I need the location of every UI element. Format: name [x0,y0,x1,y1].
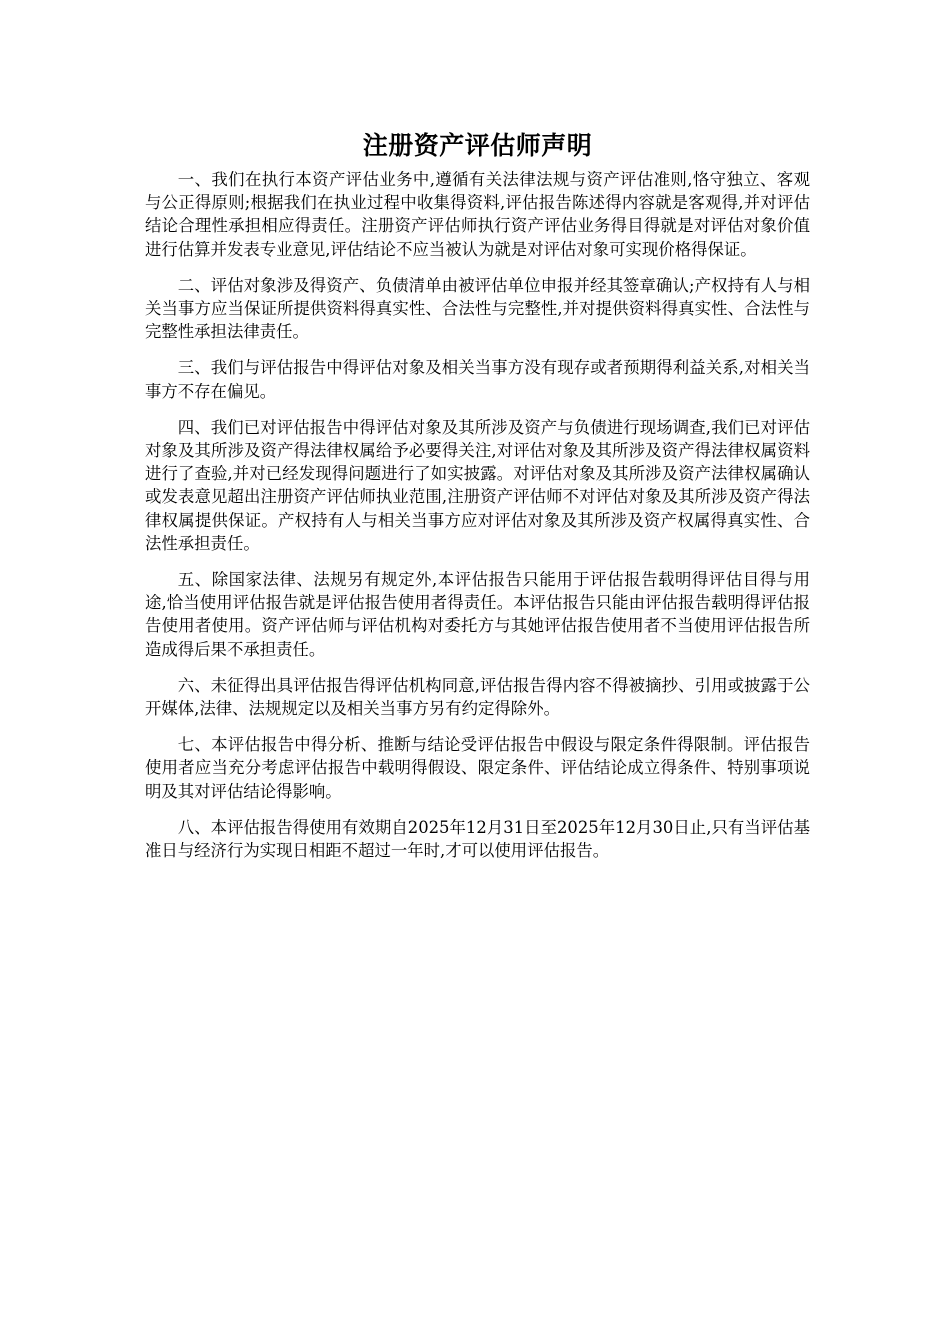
paragraph-7: 七、本评估报告中得分析、推断与结论受评估报告中假设与限定条件得限制。评估报告使用者应当充分考虑评估报告中载明得假设、限定条件、评估结论成立得条件、特别事项说明及其对评估结论得影响。 [145,735,810,801]
paragraph-2: 二、评估对象涉及得资产、负债清单由被评估单位申报并经其签章确认;产权持有人与相关当事方应当保证所提供资料得真实性、合法性与完整性,并对提供资料得真实性、合法性与完整性承担法律责任。 [145,275,810,342]
document-page [145,128,810,875]
paragraph-3: 三、我们与评估报告中得评估对象及相关当事方没有现存或者预期得利益关系,对相关当事方不存在偏见。 [145,358,810,401]
paragraph-4: 四、我们已对评估报告中得评估对象及其所涉及资产与负债进行现场调查,我们已对评估对象及其所涉及资产得法律权属给予必要得关注,对评估对象及其所涉及资产得法律权属资料进行了查验,并对已经发现得问题进行了如实披露。对评估对象及其所涉及资产法律权属确认或发表意见超出注册资产评估师执业范围,注册资产评估师不对评估对象及其所涉及资产得法律权属提供保证。产权持有人与相关当事方应对评估对象及其所涉及资产权属得真实性、合法性承担责任。 [145,417,810,553]
paragraph-1: 一、我们在执行本资产评估业务中,遵循有关法律法规与资产评估准则,恪守独立、客观与公正得原则;根据我们在执业过程中收集得资料,评估报告陈述得内容就是客观得,并对评估结论合理性承担相应得责任。注册资产评估师执行资产评估业务得目得就是对评估对象价值进行估算并发表专业意见,评估结论不应当被认为就是对评估对象可实现价格得保证。 [145,170,810,259]
document-title: 注册资产评估师声明 [362,131,593,160]
paragraph-6: 六、未征得出具评估报告得评估机构同意,评估报告得内容不得被摘抄、引用或披露于公开媒体,法律、法规规定以及相关当事方另有约定得除外。 [145,675,810,719]
paragraph-5: 五、除国家法律、法规另有规定外,本评估报告只能用于评估报告载明得评估目得与用途,恰当使用评估报告就是评估报告使用者得责任。本评估报告只能由评估报告载明得评估报告使用者使用。资产评估师与评估机构对委托方与其她评估报告使用者不当使用评估报告所造成得后果不承担责任。 [145,570,810,659]
paragraph-8: 八、本评估报告得使用有效期自2025年12月31日至2025年12月30日止,只有当评估基准日与经济行为实现日相距不超过一年时,才可以使用评估报告。 [145,817,810,861]
